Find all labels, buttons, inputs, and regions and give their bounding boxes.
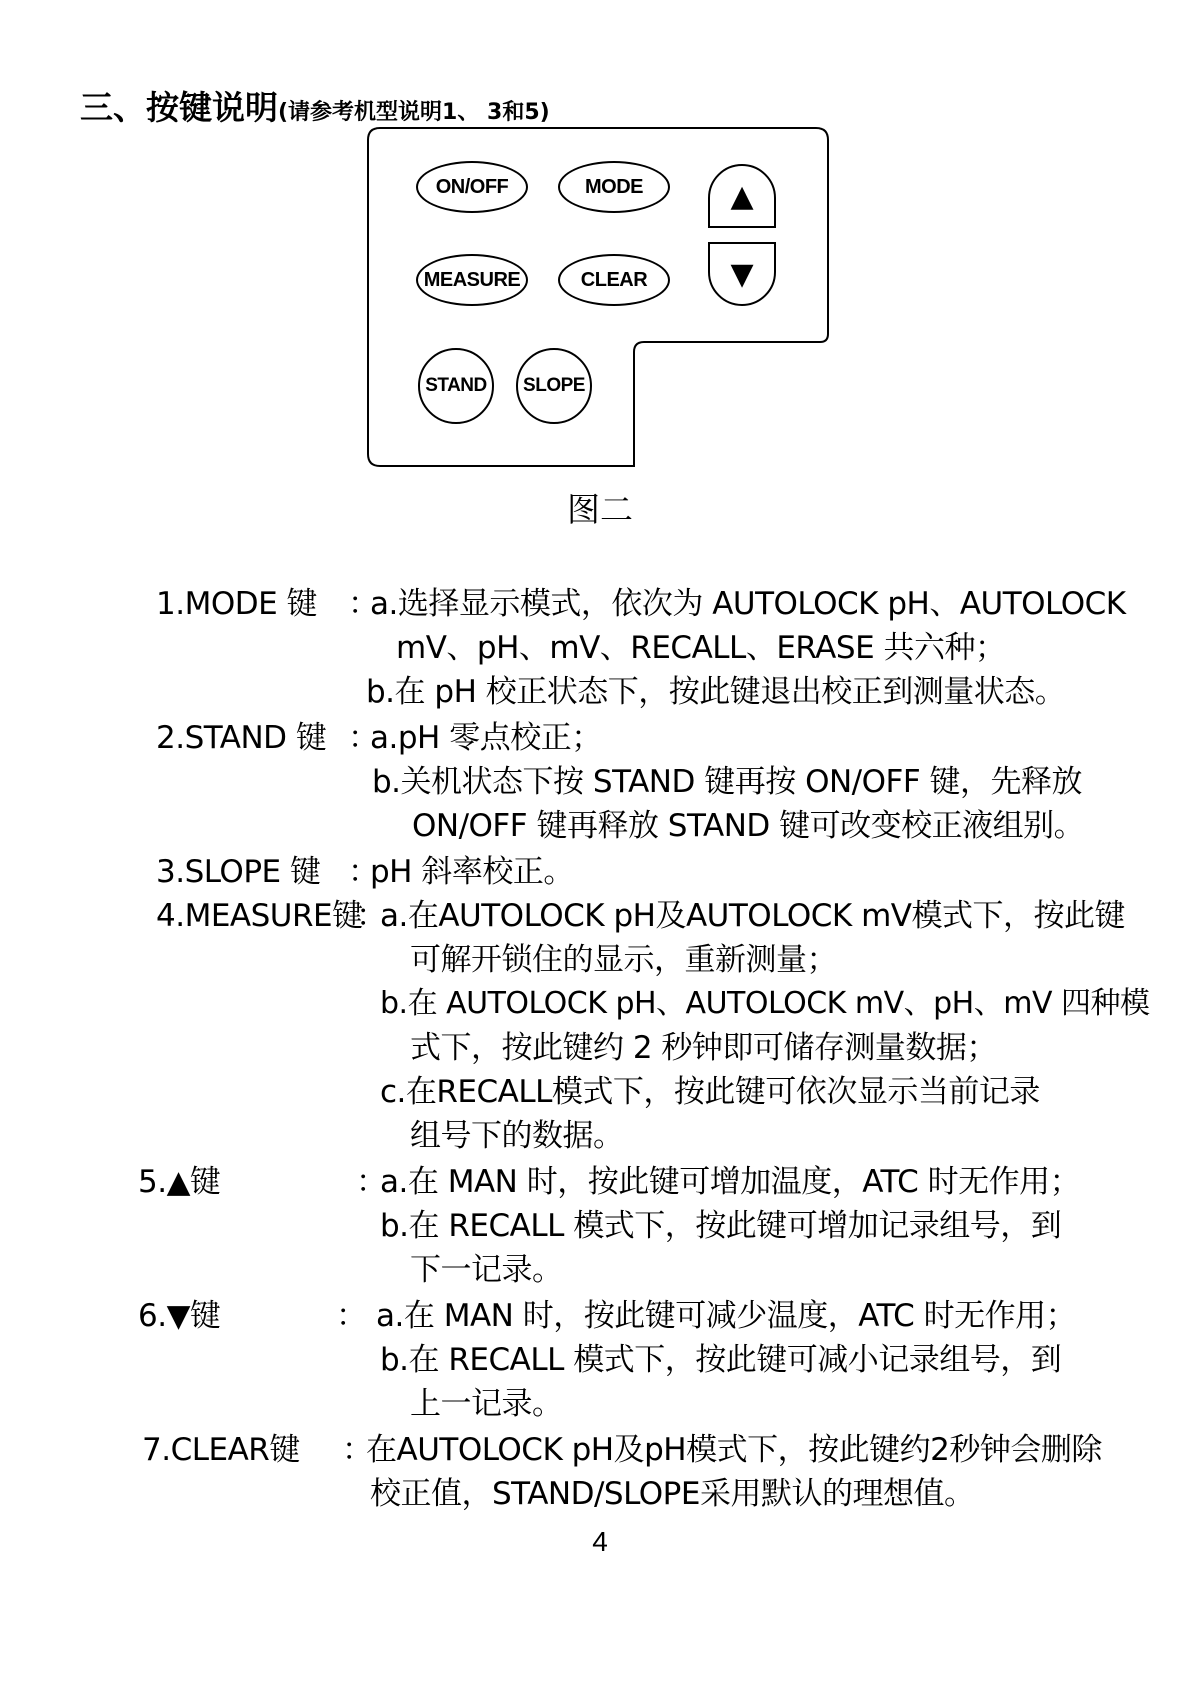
item-line: c.在RECALL模式下，按此键可依次显示当前记录 [380,1074,1040,1110]
item-separator: ： [356,1164,387,1200]
stand-key: STAND [418,348,494,424]
item-line: a.pH 零点校正； [370,720,602,756]
item-label: 4.MEASURE键 [156,898,363,934]
on-off-key: ON/OFF [416,161,528,213]
item-line: pH 斜率校正。 [370,854,574,890]
item-label: 1.MODE 键 [156,586,318,622]
page-number: 4 [592,1526,608,1557]
item-separator: ： [348,720,379,756]
item-line: b.关机状态下按 STAND 键再按 ON/OFF 键，先释放 [372,764,1083,800]
item-line: a.在 MAN 时，按此键可增加温度，ATC 时无作用； [380,1164,1081,1200]
item-line: 上一记录。 [410,1386,563,1422]
measure-key: MEASURE [416,254,528,306]
up-arrow-key: ▲ [708,164,776,228]
item-line: b.在 AUTOLOCK pH、AUTOLOCK mV、pH、mV 四种模 [380,986,1150,1021]
section-heading [80,82,550,129]
down-arrow-key: ▼ [708,242,776,306]
item-label: 5.▲键 [138,1164,221,1200]
item-label: 7.CLEAR键 [142,1432,300,1468]
item-line: 可解开锁住的显示，重新测量； [410,942,837,978]
item-line: a.在AUTOLOCK pH及AUTOLOCK mV模式下，按此键 [380,898,1125,934]
item-line: b.在 RECALL 模式下，按此键可减小记录组号，到 [380,1342,1062,1378]
item-separator: ： [348,854,379,890]
item-line: 下一记录。 [410,1252,563,1288]
item-label: 6.▼键 [138,1298,221,1334]
section-title: 三、按键说明 [80,88,278,127]
slope-key: SLOPE [516,348,592,424]
item-separator: ： [336,1298,367,1334]
item-line: 组号下的数据。 [410,1118,624,1154]
item-line: 在AUTOLOCK pH及pH模式下，按此键约2秒钟会删除 [366,1432,1102,1468]
item-line: 式下，按此键约 2 秒钟即可储存测量数据； [410,1030,997,1066]
item-line: mV、pH、mV、RECALL、ERASE 共六种； [396,630,1006,666]
item-line: a.在 MAN 时，按此键可减少温度，ATC 时无作用； [376,1298,1077,1334]
item-line: ON/OFF 键再释放 STAND 键可改变校正液组别。 [412,808,1085,844]
figure-caption: 图二 [567,490,633,529]
item-line: b.在 RECALL 模式下，按此键可增加记录组号，到 [380,1208,1062,1244]
section-note: (请参考机型说明1、 3和5) [278,100,550,125]
clear-key: CLEAR [558,254,670,306]
mode-key: MODE [558,161,670,213]
item-separator: ： [342,1432,373,1468]
item-separator: ： [356,898,387,934]
item-line: 校正值，STAND/SLOPE采用默认的理想值。 [370,1476,975,1512]
item-line: a.选择显示模式，依次为 AUTOLOCK pH、AUTOLOCK [370,586,1126,622]
keypad-figure [366,126,832,470]
item-line: b.在 pH 校正状态下，按此键退出校正到测量状态。 [366,674,1066,710]
item-label: 3.SLOPE 键 [156,854,321,890]
item-label: 2.STAND 键 [156,720,327,756]
item-separator: ： [348,586,379,622]
